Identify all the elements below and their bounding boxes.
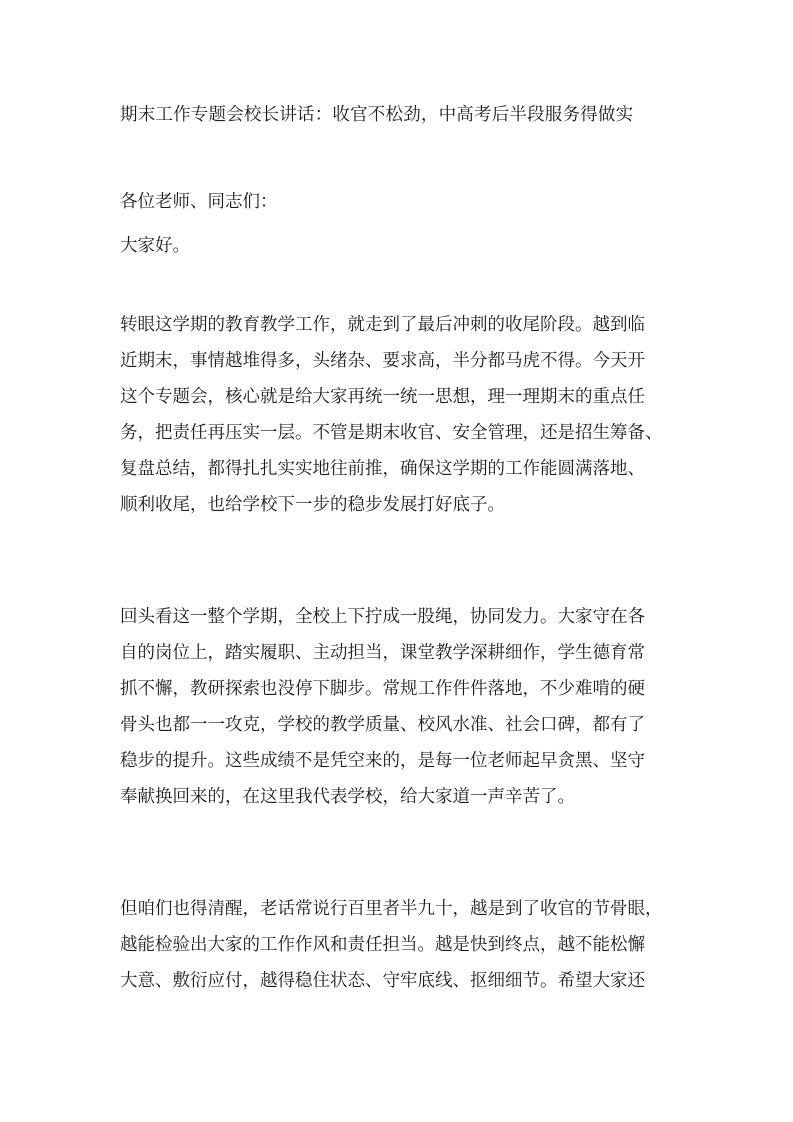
paragraph-line: 稳步的提升。这些成绩不是凭空来的，是每一位老师起早贪黑、坚守 [120,751,645,771]
paragraph-line: 骨头也都一一攻克，学校的教学质量、校风水准、社会口碑，都有了 [120,715,645,735]
paragraph-line: 这个专题会，核心就是给大家再统一统一思想，理一理期末的重点任 [120,387,645,407]
paragraph-line: 大意、敷衍应付，越得稳住状态、守牢底线、抠细细节。希望大家还 [120,971,645,991]
salutation: 各位老师、同志们： [120,192,278,212]
paragraph-3 [120,891,686,999]
paragraph-line: 回头看这一整个学期，全校上下拧成一股绳，协同发力。大家守在各 [120,607,645,627]
paragraph-2 [120,599,686,815]
paragraph-line: 抓不懈，教研探索也没停下脚步。常规工作件件落地，不少难啃的硬 [120,679,645,699]
paragraph-line: 务，把责任再压实一层。不管是期末收官、安全管理，还是招生筹备、 [120,423,663,443]
paragraph-line: 近期末，事情越堆得多，头绪杂、要求高，半分都马虎不得。今天开 [120,351,645,371]
paragraph-line: 但咱们也得清醒，老话常说行百里者半九十，越是到了收官的节骨眼， [120,899,663,919]
paragraph-1 [120,307,686,523]
paragraph-line: 奉献换回来的，在这里我代表学校，给大家道一声辛苦了。 [120,787,575,807]
paragraph-line: 复盘总结，都得扎扎实实地往前推，确保这学期的工作能圆满落地、 [120,459,645,479]
paragraph-line: 转眼这学期的教育教学工作，就走到了最后冲刺的收尾阶段。越到临 [120,315,645,335]
greeting: 大家好。 [120,236,190,256]
document-title: 期末工作专题会校长讲话：收官不松劲，中高考后半段服务得做实 [120,105,634,125]
paragraph-line: 越能检验出大家的工作作风和责任担当。越是快到终点，越不能松懈 [120,935,645,955]
paragraph-line: 顺利收尾，也给学校下一步的稳步发展打好底子。 [120,495,505,515]
paragraph-line: 自的岗位上，踏实履职、主动担当，课堂教学深耕细作，学生德育常 [120,643,645,663]
